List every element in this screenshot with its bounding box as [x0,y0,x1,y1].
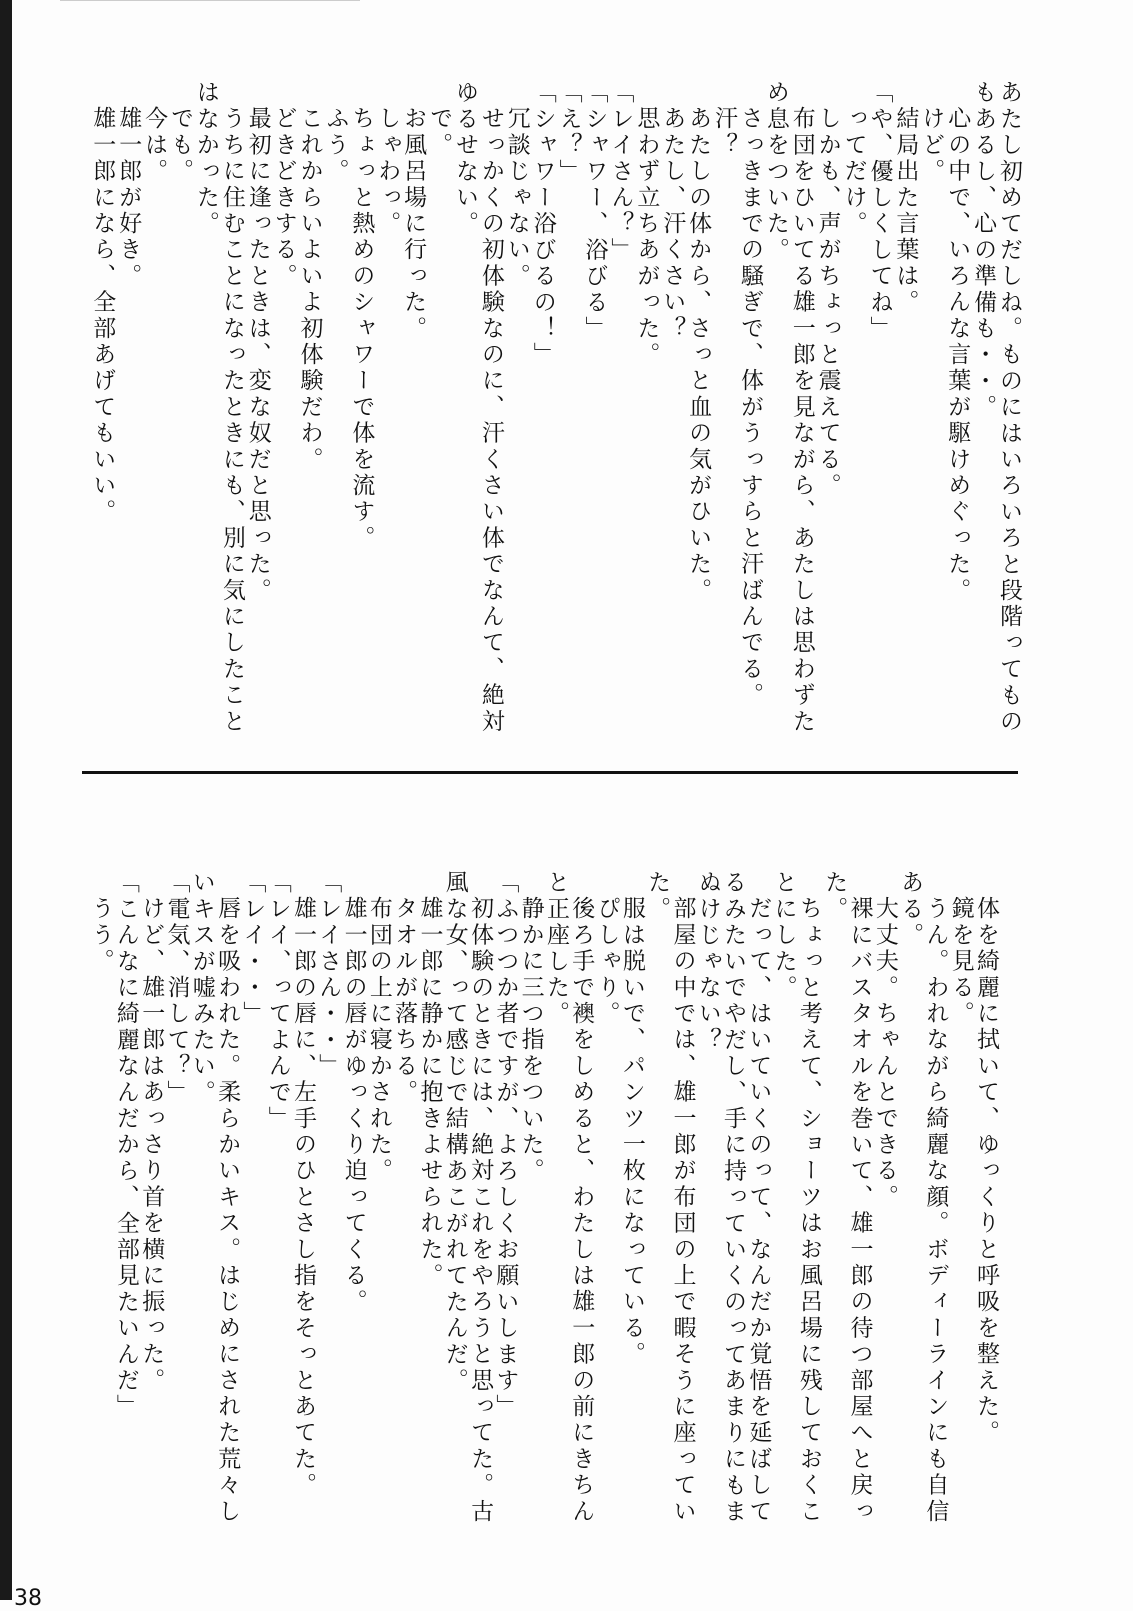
text-column: 布団の上に寝かされた。 [365,896,392,1185]
text-column: でも。 [167,106,193,185]
text-column: 裸にバスタオルを巻いて、雄一郎の待つ部屋へと戻っ [846,896,873,1525]
bottom-text-block [87,870,998,1525]
text-column: 静かに三つ指をついた。 [517,896,544,1185]
text-column: 鏡を見る。 [947,896,974,1027]
page-number: 38 [14,1586,42,1611]
text-column: いキスが嘘みたい。 [188,870,215,1106]
text-column: あたし、汗くさい？ [659,106,686,342]
text-column: た。 [644,870,671,923]
text-column: ある。 [897,870,924,949]
text-column: 「え？」 [555,80,582,185]
text-column: ふう。 [322,106,349,185]
text-column: しゃわっ。 [374,106,401,237]
text-column: 「レイさん・・」 [315,870,342,1080]
text-column: うちに住むことになったときにも、別に気にしたこと [218,106,245,735]
text-column: 「や、優しくしてね」 [866,80,893,342]
text-column: るみたいでやだし、手に持っていくのってあまりにもま [720,870,747,1525]
text-column: はなかった。 [192,80,219,238]
scan-edge [0,0,12,1600]
text-column: 雄一郎の唇に、左手のひとさし指をそっとあてた。 [289,896,316,1499]
text-column: お風呂場に行った。 [400,106,427,342]
text-column: 今は。 [141,106,168,185]
text-column: 雄一郎が好き。 [115,106,142,290]
text-column: 唇を吸われた。柔らかいキス。はじめにされた荒々し [214,896,241,1525]
text-column: タオルが落ちる。 [391,896,418,1106]
text-column: 「シャワー浴びるの！」 [529,80,556,369]
text-column: あたしの体から、さっと血の気がひいた。 [685,106,712,604]
text-column: 「こんなに綺麗なんだから、全部見たいんだ」 [112,870,139,1421]
text-column: 「レイさん？」 [607,80,634,264]
top-text-block [88,80,1021,735]
text-column: 「電気、消して？」 [163,870,190,1106]
text-column: 体を綺麗に拭いて、ゆっくりと呼吸を整えた。 [973,896,999,1447]
top-edge-line [60,0,360,1]
text-column: ちょっと考えて、ショーツはお風呂場に残しておくこ [795,896,822,1525]
text-column: もあるし、心の準備も・・。 [970,80,997,421]
text-column: けど。 [918,106,945,185]
text-column: 心の中で、いろんな言葉が駆けめぐった。 [944,106,971,604]
text-column: うん。われながら綺麗な顔。ボディーラインにも自信 [922,896,949,1525]
text-column: けど、雄一郎はあっさり首を横に振った。 [138,896,165,1394]
text-column: 「ふつつか者ですが、よろしくお願いします」 [492,870,519,1421]
text-column: 大丈夫。ちゃんとできる。 [871,896,898,1211]
text-column: あたし初めてだしね。ものにはいろいろと段階ってもの [996,80,1022,735]
text-column: ってだけ。 [840,106,867,237]
text-column: 服は脱いで、パンツ一枚になっている。 [618,896,645,1368]
text-column: 初体験のときには、絶対これをやろうと思ってた。古 [467,896,494,1525]
text-column: た。 [821,870,848,923]
text-column: で。 [426,106,453,159]
text-column: 冗談じゃない。 [503,106,530,290]
text-column: 布団をひいてる雄一郎を見ながら、あたしは思わずた [788,106,815,735]
text-column: 雄一郎の唇がゆっくり迫ってくる。 [340,896,367,1316]
text-column: ちょっと熱めのシャワーで体を流す。 [348,106,375,552]
text-column: 部屋の中では、雄一郎が布団の上で暇そうに座ってい [669,896,696,1525]
text-column: とにした。 [770,870,797,1001]
text-column: と正座した。 [542,870,569,1028]
text-column: うう。 [87,896,114,975]
text-column: 最初に逢ったときは、変な奴だと思った。 [244,106,271,604]
text-column: これからいよいよ初体験だわ。 [296,106,323,473]
text-column: 後ろ手で襖をしめると、わたしは雄一郎の前にきちん [568,896,595,1525]
text-column: 結局出た言葉は。 [892,106,919,316]
text-column: 汗？ [711,106,738,159]
text-column: 雄一郎に静かに抱きよせられた。 [416,896,443,1289]
text-column: め息をついた。 [762,80,789,264]
text-column: 思わず立ちあがった。 [633,106,660,368]
text-column: ぬけじゃない？ [694,870,721,1054]
text-column: 風な女、って感じで結構あこがれてたんだ。 [441,870,468,1394]
text-column: さっきまでの騒ぎで、体がうっすらと汗ばんでる。 [736,106,763,709]
text-column: 「レイ、ってよんで」 [264,870,291,1132]
section-divider [82,771,1018,774]
text-column: ゆるせない。 [451,80,478,238]
text-column: ぴしゃり。 [593,896,620,1027]
text-column: だって、はいていくのって、なんだか覚悟を延ばして [745,896,772,1525]
text-column: せっかくの初体験なのに、汗くさい体でなんて、絶対 [477,106,504,735]
text-column: どきどきする。 [270,106,297,290]
text-column: 「シャワー、浴びる」 [581,80,608,342]
text-column: しかも、声がちょっと震えてる。 [814,106,841,499]
text-column: 「レイ・・」 [239,870,266,1028]
text-column: 雄一郎になら、全部あげてもいい。 [89,106,116,526]
